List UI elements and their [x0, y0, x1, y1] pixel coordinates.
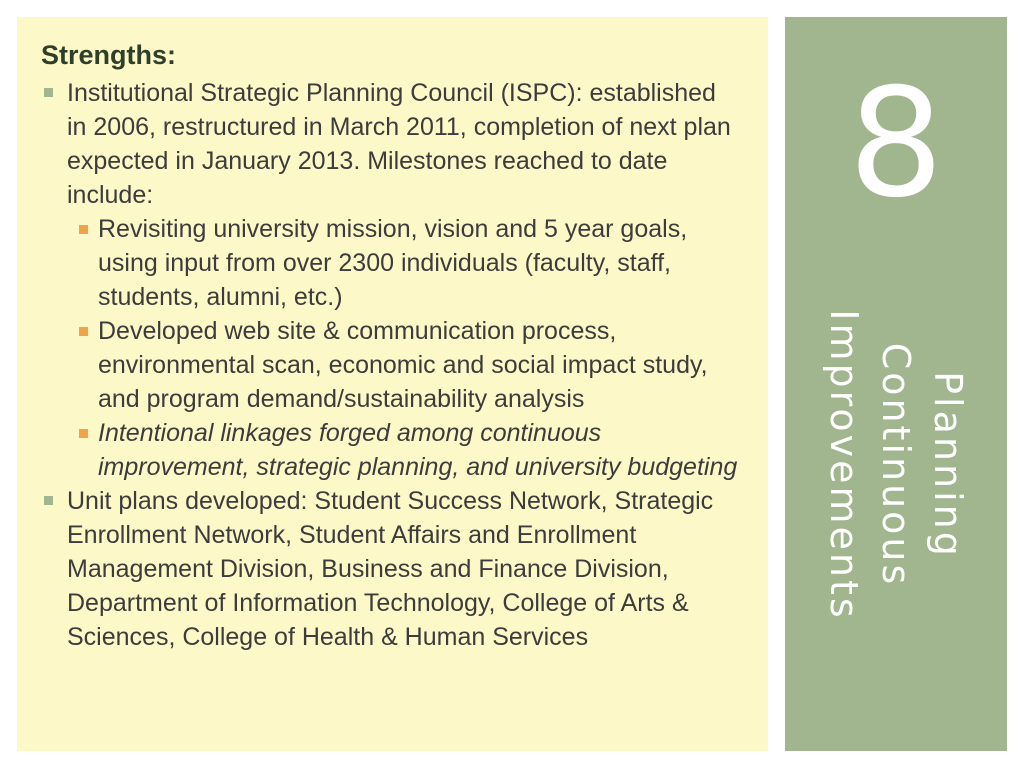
square-bullet-icon — [44, 88, 53, 97]
slide-title-line: Planning — [926, 371, 970, 559]
slide-title — [818, 309, 974, 620]
sub-list-item-text: Revisiting university mission, vision and 5 year goals, using input from over 2300 individuals (faculty, staff, students, alumni, etc.) — [98, 215, 688, 311]
sub-list-item — [67, 416, 741, 484]
slide-title-line: Improvements — [822, 309, 866, 621]
square-bullet-icon — [79, 225, 88, 234]
section-heading: Strengths: — [41, 40, 176, 70]
bullet-list — [41, 76, 741, 654]
list-item-text: Institutional Strategic Planning Council (ISPC): established in 2006, restructured in March 2011, completion of next plan expected in January 2013. Milestones reached to date include: — [67, 79, 731, 209]
title-side-panel — [785, 17, 1007, 751]
square-bullet-icon — [44, 496, 53, 505]
sub-list-item — [67, 314, 741, 416]
sub-bullet-list — [67, 212, 741, 484]
list-item — [41, 76, 741, 484]
sub-list-item-text: Developed web site & communication process, environmental scan, economic and social impact study, and program demand/sustainability analysis — [98, 317, 708, 413]
slide-number: 8 — [848, 57, 944, 231]
list-item — [41, 484, 741, 654]
square-bullet-icon — [79, 327, 88, 336]
square-bullet-icon — [79, 429, 88, 438]
slide-title-line: Continuous — [874, 342, 918, 588]
sub-list-item-text: Intentional linkages forged among continuous improvement, strategic planning, and university budgeting — [98, 419, 738, 481]
sub-list-item — [67, 212, 741, 314]
list-item-text: Unit plans developed: Student Success Network, Strategic Enrollment Network, Student Affairs and Enrollment Management Division, Business and Finance Division, Department of Information Technology, College of Arts & Sciences, College of Health & Human Services — [67, 487, 714, 651]
